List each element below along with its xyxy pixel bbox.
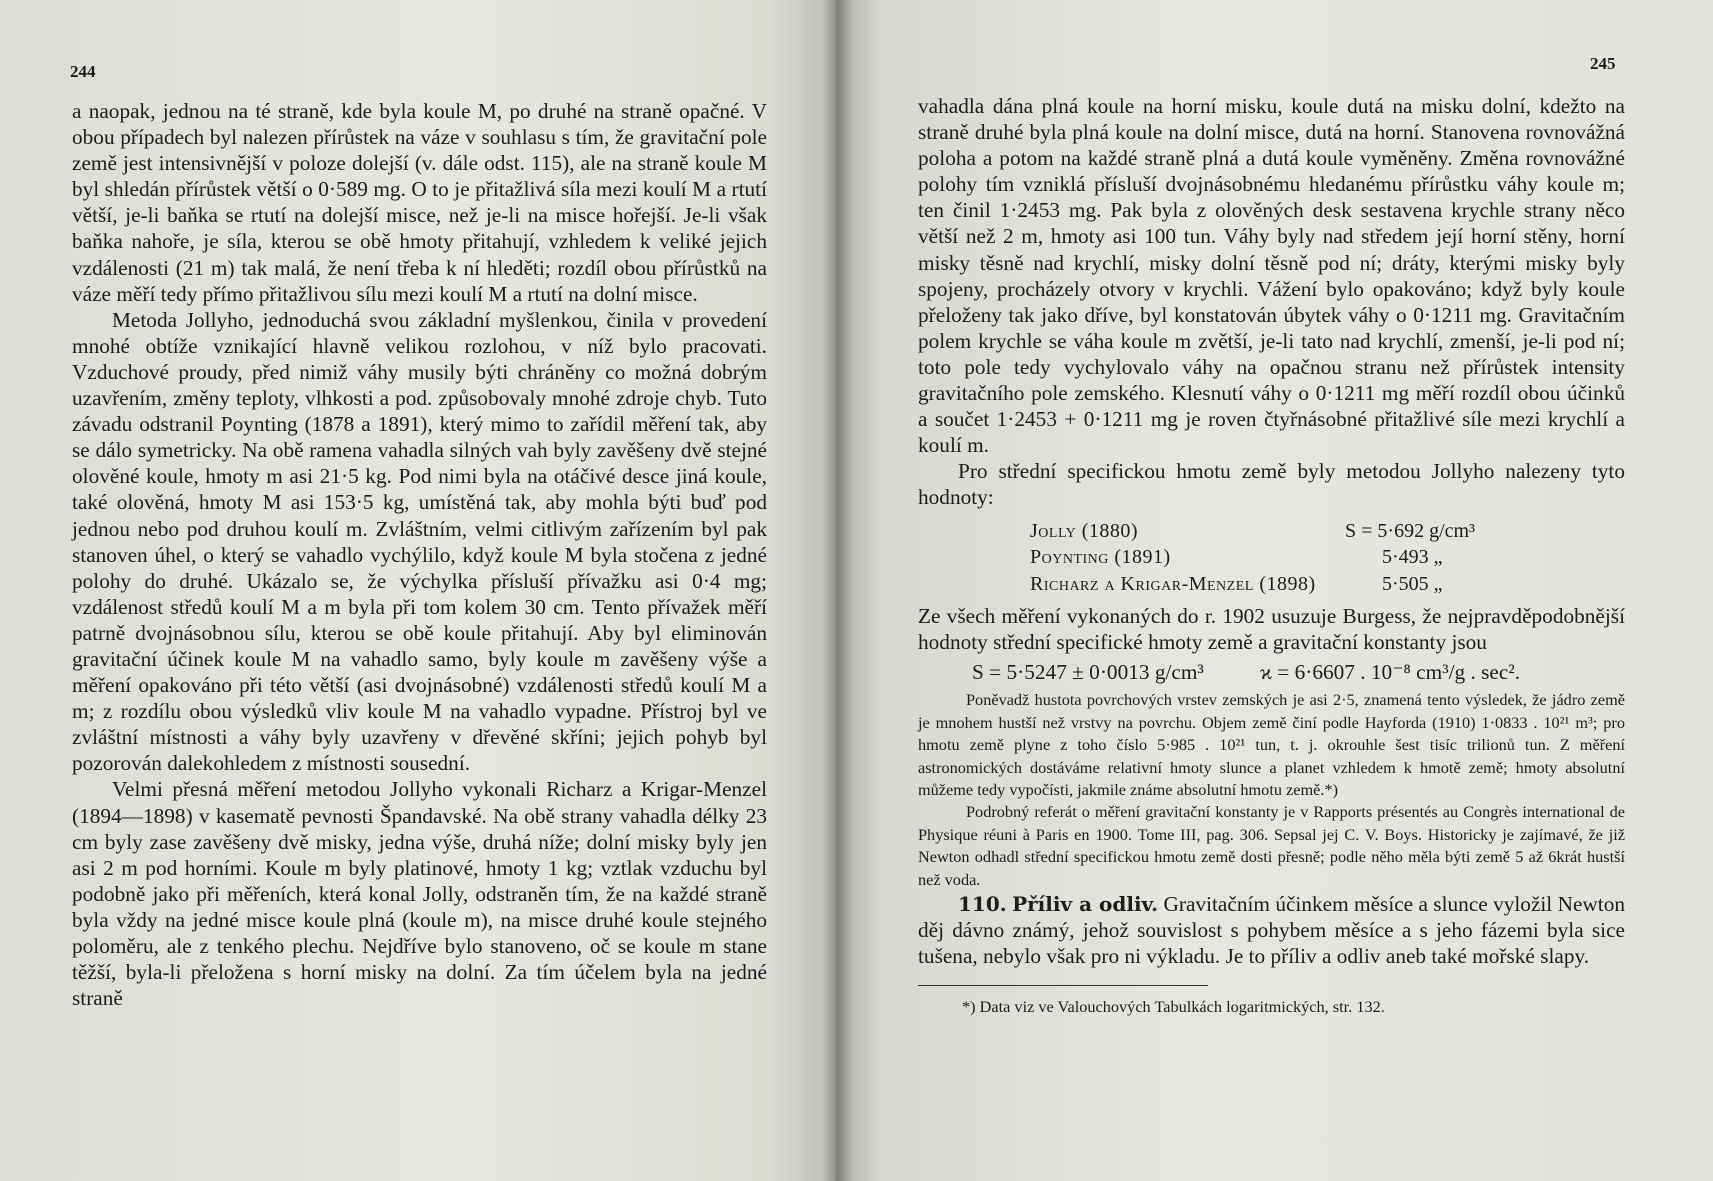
density-row xyxy=(918,544,1625,571)
density-value: S = 5·692 g/cm³ xyxy=(1345,519,1476,542)
page-number-left: 244 xyxy=(70,62,96,81)
left-text-column xyxy=(72,98,767,1011)
paragraph: Ze všech měření vykonaných do r. 1902 usuzuje Burgess, že nejpravděpodobnější hodnoty střední specifické hmoty země a gravitační konstanty jsou xyxy=(918,604,1625,655)
paragraph: a naopak, jednou na té straně, kde byla koule M, po druhé na straně opačné. V obou případech byl nalezen přírůstek na váze v souhlasu s tím, že gravitační pole země jest intensivnější v poloze dolejší (v. dále odst. 115), ale na straně koule M byl shledán přírůstek větší o 0·589 mg. O to je přitažlivá síla mezi koulí M a rtutí větší, je-li baňka se rtutí na dolejší misce, než je-li na misce hořejší. Je-li však baňka nahoře, je síla, kterou se obě hmoty přitahují, vzhledem k veliké jejich vzdálenosti (21 m) tak malá, že není třeba k ní hleděti; rozdíl obou přírůstků na váze měří tedy přímo přitažlivou sílu mezi koulí M a rtutí na dolní misce. xyxy=(72,99,767,306)
density-row xyxy=(918,571,1625,598)
author-name: Jolly (1880) xyxy=(1030,519,1139,542)
section-110 xyxy=(918,891,1625,969)
left-page xyxy=(0,0,836,1181)
section-text: Gravitačním účinkem měsíce a slunce vyložil Newton děj dávno známý, jehož souvislost s pohybem měsíce a s jeho fázemi byla sice tušena, nebylo však pro ni výkladu. Je to příliv a odliv aneb také mořské slapy. xyxy=(918,891,1626,969)
density-value: 5·493 „ xyxy=(1382,546,1443,568)
author-name: Poynting (1891) xyxy=(1030,546,1171,568)
book-gutter xyxy=(822,0,852,1181)
paragraph: vahadla dána plná koule na horní misku, koule dutá na misku dolní, kdežto na straně druhé byla plná koule na dolní misce, dutá na horní. Stanovena rovnovážná poloha a potom na každé straně plná a dutá koule vyměněny. Změna rovnovážné polohy tím vzniklá přísluší dvojnásobnému hledanému přírůstku váhy koule m; ten činil 1·2453 mg. Pak byla z olověných desk sestavena krychle strany něco větší než 2 m, hmoty asi 100 tun. Váhy byly nad středem její horní stěny, horní misky těsně nad krychlí, misky dolní těsně pod ní; dráty, kterými misky byly spojeny, procházely otvory v krychli. Vážení bylo opakováno; když byly koule přeloženy tak jako dříve, byl konstatován úbytek váhy o 0·1211 mg. Gravitačním polem krychle se váha koule m zvětší, je-li tato nad krychlí, zmenší, je-li pod ní; toto pole tedy vychylovalo váhy na opačnou stranu než přírůstek intensity gravitačního pole zemského. Klesnutí váhy o 0·1211 mg měří rozdíl obou účinků a součet 1·2453 + 0·1211 mg je roven čtyřnásobné přitažlivé síle mezi krychlí a koulí m. xyxy=(918,94,1625,458)
density-table xyxy=(918,518,1625,598)
author-name: Richarz a Krigar-Menzel (1898) xyxy=(1030,572,1316,595)
density-value: 5·505 „ xyxy=(1382,572,1443,595)
formula-gravitational-constant: ϰ = 6·6607 . 10⁻⁸ cm³/g . sec². xyxy=(1260,660,1521,685)
footnote: *) Data viz ve Valouchových Tabulkách logaritmických, str. 132. xyxy=(962,997,1385,1017)
formula-density: S = 5·5247 ± 0·0013 g/cm³ xyxy=(972,660,1204,685)
small-paragraph: Podrobný referát o měření gravitační konstanty je v Rapports présentés au Congrès international de Physique réuni à Paris en 1900. Tome III, pag. 306. Sepsal jej C. V. Boys. Historicky je zajímavé, že již Newton odhadl střední specifickou hmotu země dosti přesně; podle něho měla býti země 5 až 6krát hustší než voda. xyxy=(918,802,1625,889)
section-number: 110. xyxy=(958,891,1007,916)
right-text-column xyxy=(918,93,1625,1018)
formula-row xyxy=(918,659,1625,685)
paragraph: Velmi přesná měření metodou Jollyho vykonali Richarz a Krigar-Menzel (1894—1898) v kasematě pevnosti Špandavské. Na obě strany vahadla délky 23 cm byly zase zavěšeny dvě misky, jedna výše, druhá níže; dolní misky byly jen asi 2 m pod horními. Koule m byly platinové, hmoty 1 kg; vztlak vzduchu byl podobně jako při měřeních, která konal Jolly, odstraněn tím, že na každé straně byla vždy na jedné misce koule plná (koule m), na misce druhé koule stejného poloměru, ale z tenkého plechu. Nejdříve bylo stanoveno, oč se koule m stane těžší, byla-li přeložena s horní misky na dolní. Za tím účelem byla na jedné straně xyxy=(72,777,767,1011)
footnote-divider xyxy=(918,985,1208,986)
density-row xyxy=(918,518,1625,545)
paragraph: Metoda Jollyho, jednoduchá svou základní myšlenkou, činila v provedení mnohé obtíže vznikající hlavně velikou rozlohou, v níž bylo pracovati. Vzduchové proudy, před nimiž váhy musily býti chráněny co možná dobrým uzavřením, změny teploty, vlhkosti a pod. způsobovaly mnohé zdroje chyb. Tuto závadu odstranil Poynting (1878 a 1891), který mimo to zařídil měření tak, aby se dálo symetricky. Na obě ramena vahadla silných vah byly zavěšeny dvě stejné olověné koule, hmoty m asi 21·5 kg. Pod nimi byla na otáčivé desce jiná koule, také olověná, hmoty M asi 153·5 kg, umístěná tak, aby mohla býti buď pod jednou nebo pod druhou koulí m. Zvláštním, velmi citlivým zařízením byl pak stanoven úhel, o který se vahadlo vychýlilo, když koule M byla stočena z jedné polohy do druhé. Ukázalo se, že výchylka přísluší přívažku asi 0·4 mg; vzdálenost středů koulí M a m byla při tom kolem 30 cm. Tento přívažek měří patrně dvojnásobnou sílu, kterou se obě koule přitahují. Aby byl eliminován gravitační účinek koule M na vahadlo samo, byly koule m zavěšeny výše a měření opakováno při této větší (asi dvojnásobné) vzdálenosti středů koulí M a m; z rozdílu obou výsledků vliv koule M na vahadlo vypadne. Přístroj byl ve zvláštní místnosti a váhy byly uzavřeny v dřevěné skříni; jejich pohyb byl pozorován dalekohledem z místnosti sousední. xyxy=(72,307,767,776)
right-page xyxy=(836,0,1713,1181)
page-number-right: 245 xyxy=(1590,54,1616,73)
small-paragraph: Poněvadž hustota povrchových vrstev zemských je asi 2·5, znamená tento výsledek, že jádro země je mnohem hustší než vrstvy na povrchu. Objem země činí podle Hayforda (1910) 1·0833 . 10²¹ m³; pro hmotu země plyne z toho číslo 5·985 . 10²¹ tun, t. j. okrouhle šest tisíc trilionů tun. Z měření astronomických dostáváme relativní hmoty slunce a planet vzhledem k hmotě země; hmoty absolutní můžeme tedy vypočísti, jakmile známe absolutní hmotu země.*) xyxy=(918,690,1625,799)
paragraph: Pro střední specifickou hmotu země byly metodou Jollyho nalezeny tyto hodnoty: xyxy=(918,459,1625,510)
section-title: Příliv a odliv. xyxy=(1012,891,1159,916)
